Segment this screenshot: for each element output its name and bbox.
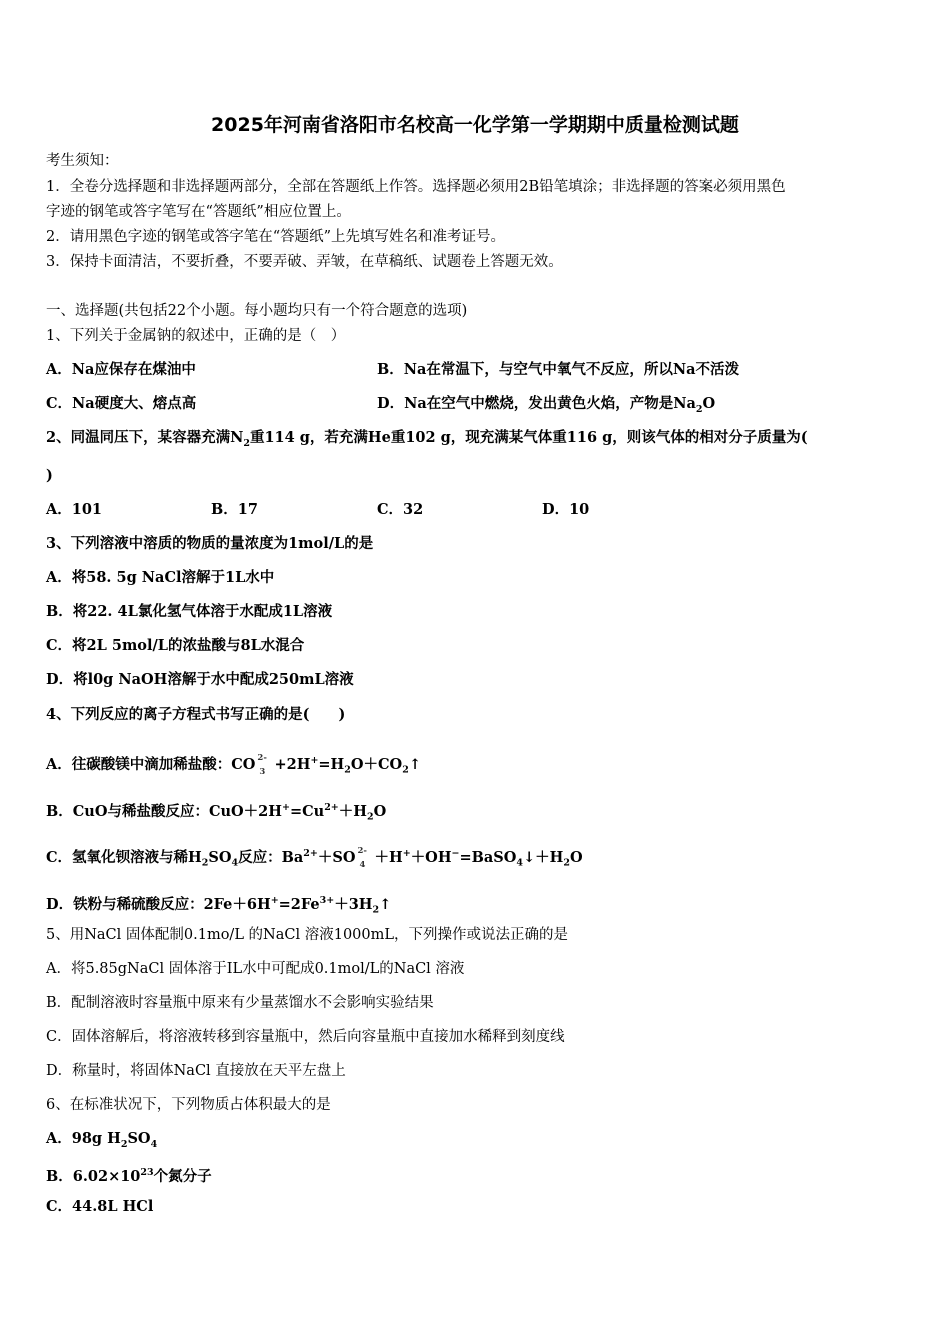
q4-stem: 4、下列反应的离子方程式书写正确的是( ) [46, 706, 346, 723]
q5-option-a: A．将5.85gNaCl 固体溶于IL水中可配成0.1mol/L的NaCl 溶液 [46, 961, 465, 977]
q5-option-c: C．固体溶解后，将溶液转移到容量瓶中，然后向容量瓶中直接加水稀释到刻度线 [46, 1029, 565, 1045]
q6-stem: 6、在标准状况下，下列物质占体积最大的是 [46, 1097, 331, 1113]
section-heading: 一、选择题(共包括22个小题。每小题均只有一个符合题意的选项) [46, 303, 468, 319]
notice-item-2: 2．请用黑色字迹的钢笔或答字笔在“答题纸”上先填写姓名和准考证号。 [46, 229, 506, 245]
q1-option-c: C．Na硬度大、熔点高 [46, 395, 197, 412]
q4-option-d: D．铁粉与稀硫酸反应：$2Fe+6H^+=2Fe^{3+}+3H_2↑$ [46, 895, 392, 916]
q1-option-d: D．Na在空气中燃烧，发出黄色火焰，产物是$Na_2O$ [377, 395, 716, 415]
page-title: 2025年河南省洛阳市名校高一化学第一学期期中质量检测试题 [211, 114, 739, 136]
q2-option-c: C．32 [377, 501, 424, 518]
q4-option-a: A．往碳酸镁中滴加稀盐酸：CO 2- 3 $+2H^+=H_2O+CO_2↑$ [46, 752, 421, 777]
notice-item-1-cont: 字迹的钢笔或答字笔写在“答题纸”相应位置上。 [46, 204, 351, 220]
notice-item-3: 3．保持卡面清洁，不要折叠，不要弄破、弄皱，在草稿纸、试题卷上答题无效。 [46, 254, 563, 270]
q3-option-c: C．将2L 5mol/L的浓盐酸与8L水混合 [46, 637, 305, 654]
q3-option-a: A．将58. 5g NaCl溶解于1L水中 [46, 569, 275, 586]
q5-option-b: B．配制溶液时容量瓶中原来有少量蒸馏水不会影响实验结果 [46, 995, 434, 1011]
q1-stem: 1、下列关于金属钠的叙述中，正确的是（ ） [46, 328, 346, 344]
notice-item-1: 1．全卷分选择题和非选择题两部分，全部在答题纸上作答。选择题必须用2B铅笔填涂；非选择题的答案必须用黑色 [46, 179, 786, 195]
q4-option-b: B．CuO与稀盐酸反应：$CuO+2H^+=Cu^{2+}+H_2O$ [46, 802, 387, 823]
q1-option-a: A．Na应保存在煤油中 [46, 361, 196, 378]
q5-option-d: D．称量时，将固体NaCl 直接放在天平左盘上 [46, 1063, 346, 1079]
q4-option-c: C．氢氧化钡溶液与稀$H_2SO_4$反应：$Ba^{2+}+SO$ 2- 4 $+H^++OH^-=BaSO_4↓+H_2O$ [46, 845, 583, 870]
q2-stem: 2、同温同压下，某容器充满$N_2$重114 g，若充满He重102 g，现充满某气体重116 g，则该气体的相对分子质量为( [46, 429, 808, 449]
q2-stem-cont: ) [46, 467, 53, 484]
notice-heading: 考生须知： [46, 153, 119, 169]
q6-option-c: C．44.8L HCl [46, 1198, 154, 1215]
q2-option-a: A．101 [46, 501, 103, 518]
q5-stem: 5、用NaCl 固体配制0.1mo/L 的NaCl 溶液1000mL，下列操作或说法正确的是 [46, 927, 569, 943]
q3-option-d: D．将l0g NaOH溶解于水中配成250mL溶液 [46, 671, 354, 688]
q6-option-b: B．$6.02\times 10^{23}$个氮分子 [46, 1167, 212, 1185]
q3-stem: 3、下列溶液中溶质的物质的量浓度为1mol/L的是 [46, 535, 374, 552]
q3-option-b: B．将22. 4L氯化氢气体溶于水配成1L溶液 [46, 603, 333, 620]
q1-option-b: B．Na在常温下，与空气中氧气不反应，所以Na不活泼 [377, 361, 740, 378]
q2-option-b: B．17 [211, 501, 258, 518]
q6-option-a: A．98g $H_2SO_4$ [46, 1130, 158, 1150]
q2-option-d: D．10 [542, 501, 590, 518]
